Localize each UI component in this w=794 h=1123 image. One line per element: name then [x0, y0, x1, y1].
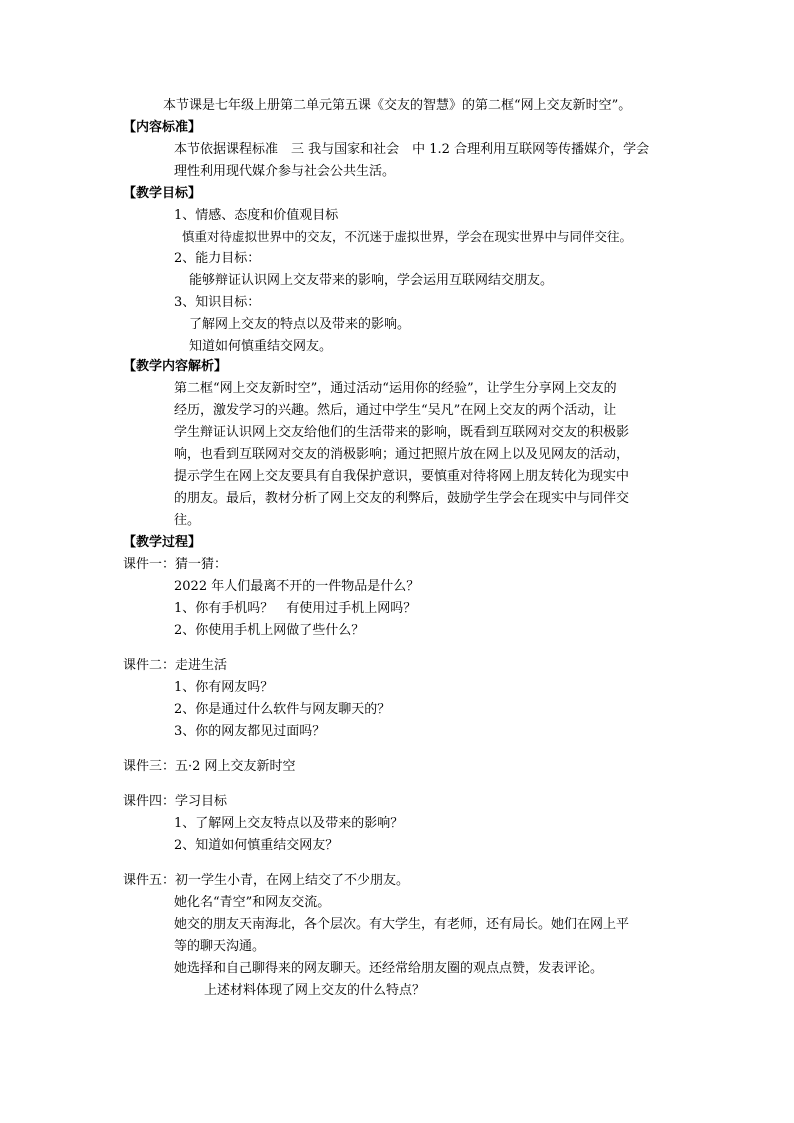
heading-teaching-process: 【教学过程】: [123, 535, 202, 550]
courseware-2-item: 1、你有网友吗？: [174, 680, 274, 695]
intro-text: 本节课是七年级上册第二单元第五课《交友的智慧》的第二框“网上交友新时空”。: [163, 98, 632, 113]
courseware-2-title: 课件二：走进生活: [123, 658, 228, 673]
goal-1-text: 慎重对待虚拟世界中的交友，不沉迷于虚拟世界，学会在现实世界中与同伴交往。: [182, 229, 633, 244]
courseware-5-question: 上述材料体现了网上交友的什么特点？: [204, 983, 426, 998]
analysis-line: 学生辩证认识网上交友给他们的生活带来的影响，既看到互联网对交友的积极影: [174, 425, 630, 440]
standard-line: 理性利用现代媒介参与社会公共生活。: [174, 164, 396, 179]
courseware-5-item: 等的聊天沟通。: [174, 939, 266, 954]
courseware-2-item: 3、你的网友都见过面吗？: [174, 724, 326, 739]
analysis-line: 第二框“网上交友新时空”，通过活动“运用你的经验”，让学生分享网上交友的: [174, 381, 617, 396]
goal-3-text: 了解网上交友的特点以及带来的影响。: [189, 317, 411, 332]
goal-2-text: 能够辩证认识网上交友带来的影响，学会运用互联网结交朋友。: [189, 273, 554, 288]
courseware-1-item: 2、你使用手机上网做了些什么？: [174, 623, 365, 638]
analysis-line: 提示学生在网上交友要具有自我保护意识，要慎重对待将网上朋友转化为现实中: [174, 469, 630, 484]
heading-content-standard: 【内容标准】: [123, 120, 202, 135]
courseware-5-title: 课件五：初一学生小青，在网上结交了不少朋友。: [123, 873, 410, 888]
courseware-5-item: 她化名“青空”和网友交流。: [174, 895, 331, 910]
heading-teaching-goals: 【教学目标】: [123, 186, 202, 201]
courseware-4-title: 课件四：学习目标: [123, 794, 228, 809]
courseware-2-item: 2、你是通过什么软件与网友聊天的？: [174, 702, 391, 717]
goal-3-title: 3、知识目标：: [174, 295, 261, 310]
courseware-1-item: 2022 年人们最离不开的一件物品是什么？: [174, 579, 420, 594]
standard-line: 本节依据课程标准 三 我与国家和社会 中 1.2 合理利用互联网等传播媒介，学会: [174, 142, 650, 157]
courseware-1-title: 课件一：猜一猜：: [123, 557, 228, 572]
courseware-1-item: 1、你有手机吗？ 有使用过手机上网吗？: [174, 601, 417, 616]
courseware-5-item: 她交的朋友天南海北，各个层次。有大学生，有老师，还有局长。她们在网上平: [174, 917, 630, 932]
analysis-line: 经历，激发学习的兴趣。然后，通过中学生“吴凡”在网上交友的两个活动，让: [174, 403, 617, 418]
goal-3-text: 知道如何慎重结交网友。: [189, 339, 333, 354]
goal-2-title: 2、能力目标：: [174, 251, 261, 266]
goal-1-title: 1、情感、态度和价值观目标: [174, 208, 339, 223]
courseware-4-item: 1、了解网上交友特点以及带来的影响？: [174, 816, 404, 831]
courseware-3-title: 课件三：五·2 网上交友新时空: [123, 759, 296, 774]
analysis-line: 的朋友。最后，教材分析了网上交友的利弊后，鼓励学生学会在现实中与同伴交: [174, 491, 630, 506]
analysis-line: 往。: [174, 513, 201, 528]
courseware-5-item: 她选择和自己聊得来的网友聊天。还经常给朋友圈的观点点赞，发表评论。: [174, 961, 604, 976]
heading-content-analysis: 【教学内容解析】: [123, 359, 228, 374]
analysis-line: 响，也看到互联网对交友的消极影响；通过把照片放在网上以及见网友的活动，: [174, 447, 630, 462]
courseware-4-item: 2、知道如何慎重结交网友？: [174, 838, 339, 853]
